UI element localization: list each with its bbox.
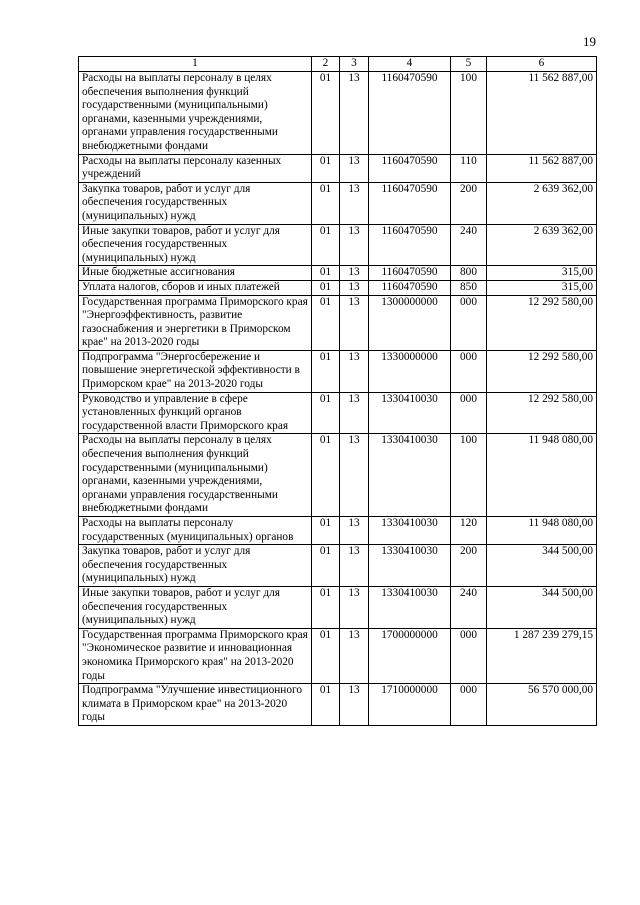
table-row [79,684,597,726]
row-subsection-cell: 13 [340,350,369,392]
row-amount-cell: 315,00 [487,266,597,281]
row-target-article-cell: 1300000000 [369,295,451,350]
header-cell-4: 4 [369,57,451,72]
row-name-cell: Уплата налогов, сборов и иных платежей [79,280,312,295]
row-subsection-cell: 13 [340,72,369,155]
table-row [79,182,597,224]
row-subsection-cell: 13 [340,545,369,587]
table-row [79,586,597,628]
row-name-cell: Иные закупки товаров, работ и услуг для обеспечения государственных (муниципальных) нужд [79,586,312,628]
row-section-cell: 01 [312,182,340,224]
row-name-cell: Закупка товаров, работ и услуг для обеспечения государственных (муниципальных) нужд [79,182,312,224]
row-target-article-cell: 1160470590 [369,266,451,281]
row-expense-type-cell: 110 [451,154,487,182]
row-amount-cell: 12 292 580,00 [487,350,597,392]
row-section-cell: 01 [312,628,340,683]
row-amount-cell: 344 500,00 [487,545,597,587]
row-expense-type-cell: 000 [451,295,487,350]
row-target-article-cell: 1330000000 [369,350,451,392]
row-expense-type-cell: 120 [451,517,487,545]
row-name-cell: Государственная программа Приморского края "Экономическое развитие и инновационная экономика Приморского края" на 2013-2020 годы [79,628,312,683]
row-name-cell: Подпрограмма "Энергосбережение и повышение энергетической эффективности в Приморском крае" на 2013-2020 годы [79,350,312,392]
row-subsection-cell: 13 [340,392,369,434]
row-target-article-cell: 1330410030 [369,392,451,434]
table-row [79,628,597,683]
table-row [79,224,597,266]
row-name-cell: Подпрограмма "Улучшение инвестиционного климата в Приморском крае" на 2013-2020 годы [79,684,312,726]
row-amount-cell: 12 292 580,00 [487,392,597,434]
table-row [79,154,597,182]
table-row [79,392,597,434]
row-section-cell: 01 [312,434,340,517]
row-expense-type-cell: 200 [451,545,487,587]
row-subsection-cell: 13 [340,434,369,517]
row-name-cell: Расходы на выплаты персоналу казенных учреждений [79,154,312,182]
row-expense-type-cell: 200 [451,182,487,224]
row-subsection-cell: 13 [340,182,369,224]
row-name-cell: Иные закупки товаров, работ и услуг для обеспечения государственных (муниципальных) нужд [79,224,312,266]
row-subsection-cell: 13 [340,154,369,182]
row-target-article-cell: 1160470590 [369,154,451,182]
row-amount-cell: 11 948 080,00 [487,434,597,517]
row-expense-type-cell: 100 [451,434,487,517]
row-target-article-cell: 1330410030 [369,434,451,517]
row-section-cell: 01 [312,545,340,587]
row-section-cell: 01 [312,295,340,350]
row-target-article-cell: 1330410030 [369,517,451,545]
row-subsection-cell: 13 [340,517,369,545]
table-row [79,295,597,350]
header-cell-6: 6 [487,57,597,72]
table-row [79,517,597,545]
row-name-cell: Расходы на выплаты персоналу в целях обеспечения выполнения функций государственными (муниципальными) органами, казенными учреждениями, органами управления государственными внебюджетными фондами [79,72,312,155]
header-cell-5: 5 [451,57,487,72]
row-amount-cell: 344 500,00 [487,586,597,628]
row-expense-type-cell: 000 [451,392,487,434]
row-name-cell: Закупка товаров, работ и услуг для обеспечения государственных (муниципальных) нужд [79,545,312,587]
row-subsection-cell: 13 [340,684,369,726]
row-subsection-cell: 13 [340,295,369,350]
row-target-article-cell: 1160470590 [369,182,451,224]
header-cell-3: 3 [340,57,369,72]
row-target-article-cell: 1160470590 [369,280,451,295]
row-subsection-cell: 13 [340,280,369,295]
row-amount-cell: 12 292 580,00 [487,295,597,350]
row-target-article-cell: 1700000000 [369,628,451,683]
row-section-cell: 01 [312,224,340,266]
row-section-cell: 01 [312,280,340,295]
table-row [79,72,597,155]
row-target-article-cell: 1160470590 [369,224,451,266]
budget-table [78,56,597,726]
table-row [79,280,597,295]
row-amount-cell: 11 562 887,00 [487,154,597,182]
row-expense-type-cell: 000 [451,628,487,683]
row-amount-cell: 1 287 239 279,15 [487,628,597,683]
row-target-article-cell: 1160470590 [369,72,451,155]
row-section-cell: 01 [312,517,340,545]
row-subsection-cell: 13 [340,628,369,683]
row-amount-cell: 11 562 887,00 [487,72,597,155]
row-amount-cell: 2 639 362,00 [487,182,597,224]
row-expense-type-cell: 000 [451,684,487,726]
row-amount-cell: 56 570 000,00 [487,684,597,726]
row-amount-cell: 2 639 362,00 [487,224,597,266]
table-row [79,434,597,517]
row-expense-type-cell: 000 [451,350,487,392]
row-amount-cell: 315,00 [487,280,597,295]
row-target-article-cell: 1710000000 [369,684,451,726]
row-amount-cell: 11 948 080,00 [487,517,597,545]
table-row [79,545,597,587]
header-cell-1: 1 [79,57,312,72]
page-number: 19 [583,34,596,49]
row-target-article-cell: 1330410030 [369,586,451,628]
row-expense-type-cell: 240 [451,586,487,628]
row-name-cell: Расходы на выплаты персоналу государственных (муниципальных) органов [79,517,312,545]
row-section-cell: 01 [312,586,340,628]
row-section-cell: 01 [312,684,340,726]
row-expense-type-cell: 240 [451,224,487,266]
row-subsection-cell: 13 [340,586,369,628]
row-subsection-cell: 13 [340,224,369,266]
row-section-cell: 01 [312,266,340,281]
row-name-cell: Расходы на выплаты персоналу в целях обеспечения выполнения функций государственными (муниципальными) органами, казенными учреждениями, органами управления государственными внебюджетными фондами [79,434,312,517]
row-target-article-cell: 1330410030 [369,545,451,587]
row-name-cell: Государственная программа Приморского края "Энергоэффективность, развитие газоснабжения и энергетики в Приморском крае" на 2013-2020 годы [79,295,312,350]
row-name-cell: Иные бюджетные ассигнования [79,266,312,281]
table-row [79,266,597,281]
row-section-cell: 01 [312,350,340,392]
row-section-cell: 01 [312,392,340,434]
row-section-cell: 01 [312,72,340,155]
row-expense-type-cell: 850 [451,280,487,295]
row-expense-type-cell: 100 [451,72,487,155]
row-name-cell: Руководство и управление в сфере установленных функций органов государственной власти Приморского края [79,392,312,434]
table-row [79,350,597,392]
header-cell-2: 2 [312,57,340,72]
row-expense-type-cell: 800 [451,266,487,281]
row-section-cell: 01 [312,154,340,182]
row-subsection-cell: 13 [340,266,369,281]
header-row [79,57,597,72]
